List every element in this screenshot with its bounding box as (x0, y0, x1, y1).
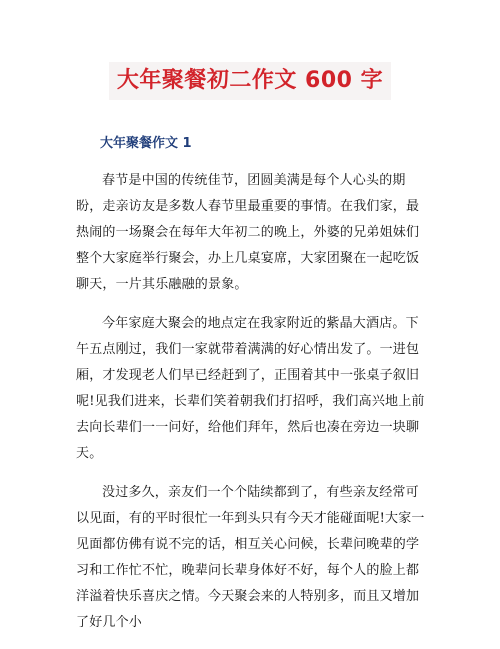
title-container (0, 62, 500, 100)
article-body (76, 168, 428, 649)
paragraph-2: 今年家庭大聚会的地点定在我家附近的紫晶大酒店。下午五点刚过，我们一家就带着满满的好心情出发了。一进包厢，才发现老人们早已经赶到了，正围着其中一张桌子叙旧呢!见我们进来，长辈们笑着朝我们打招呼，我们高兴地上前去向长辈们一一问好，给他们拜年，然后也凑在旁边一块聊天。 (76, 316, 425, 461)
paragraph-1: 春节是中国的传统佳节，团圆美满是每个人心头的期盼，走亲访友是多数人春节里最重要的事情。在我们家，最热闹的一场聚会在每年大年初二的晚上，外婆的兄弟姐妹们整个大家庭举行聚会，办上几桌宴席，大家团聚在一起吃饭聊天，一片其乐融融的景象。 (76, 173, 420, 292)
section-heading: 大年聚餐作文 1 (100, 136, 192, 151)
document-title: 大年聚餐初二作文 600 字 (109, 62, 391, 100)
paragraph-3: 没过多久，亲友们一个个陆续都到了，有些亲友经常可以见面，有的平时很忙一年到头只有今天才能碰面呢!大家一见面都仿佛有说不完的话，相互关心问候，长辈问晚辈的学习和工作忙不忙，晚辈问长辈身体好不好，每个人的脸上都洋溢着快乐喜庆之情。今天聚会来的人特别多，而且又增加了好几个小 (76, 485, 425, 630)
